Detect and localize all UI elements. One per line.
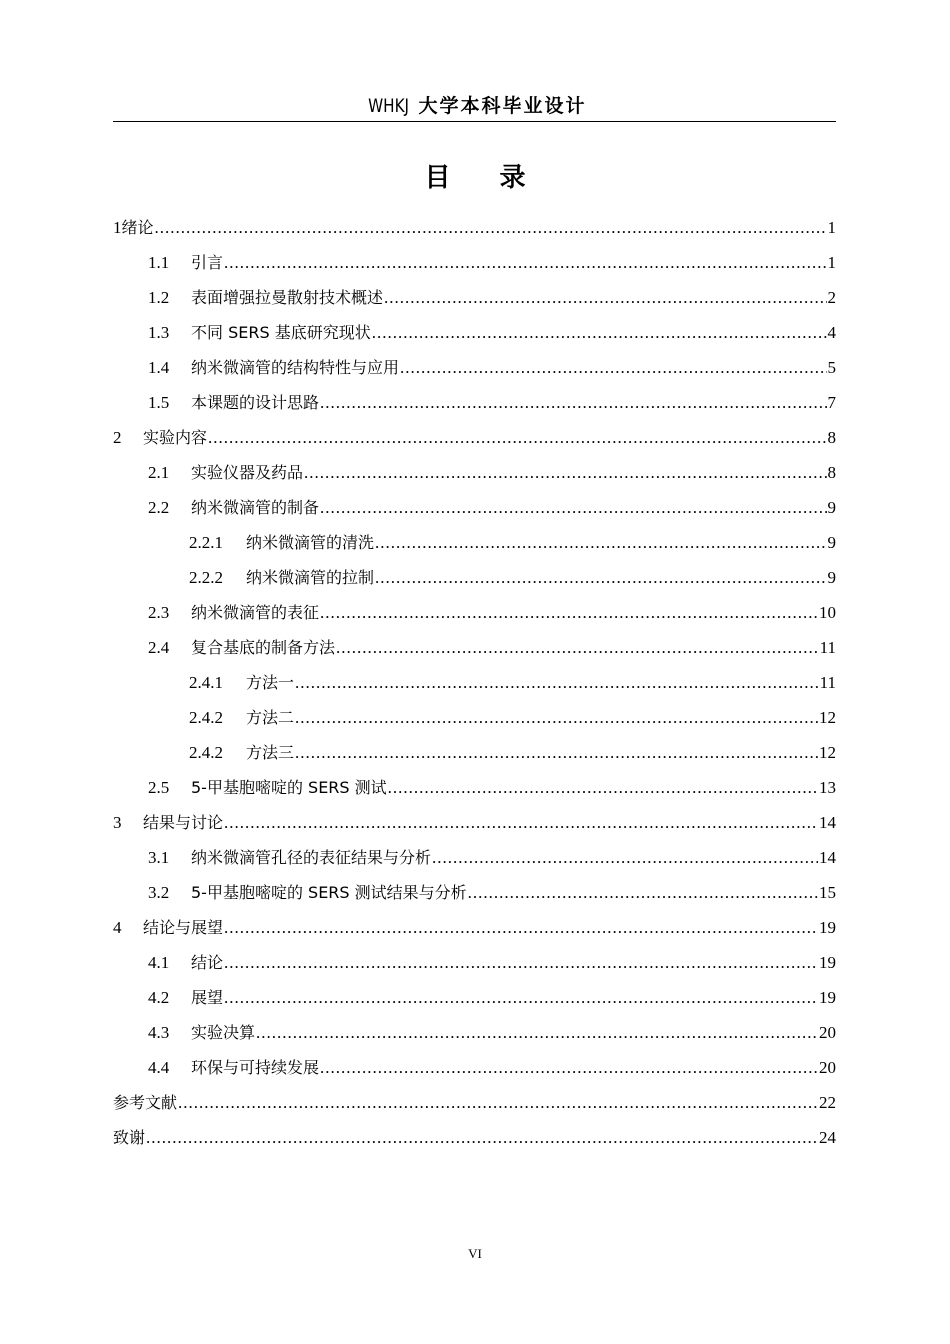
toc-entry-page: 10	[819, 603, 836, 622]
dot-leader	[224, 980, 818, 1015]
toc-entry[interactable]	[113, 1015, 836, 1050]
toc-entry-title: 实验决算	[191, 1023, 256, 1042]
dot-leader	[400, 350, 826, 385]
dot-leader	[208, 420, 826, 455]
page-header	[113, 92, 836, 122]
toc-entry-title: 纳米微滴管的结构特性与应用	[191, 358, 400, 377]
dot-leader	[146, 1120, 818, 1155]
toc-entry-title: 纳米微滴管的拉制	[246, 568, 375, 587]
toc-entry-title: 5-甲基胞嘧啶的 SERS 测试	[191, 778, 387, 797]
toc-entry-title: 方法一	[246, 673, 295, 692]
toc-entry-title: 致谢	[113, 1128, 146, 1147]
toc-entry-title: 绪论	[121, 218, 154, 237]
toc-entry-page: 19	[819, 988, 836, 1007]
toc-entry-number: 2.2.2	[189, 568, 223, 587]
toc-entry-title: 纳米微滴管的表征	[191, 603, 320, 622]
toc-entry-page: 8	[827, 428, 836, 447]
toc-entry[interactable]	[113, 455, 836, 490]
toc-entry-number: 1.3	[148, 323, 170, 342]
toc-entry-page: 1	[827, 218, 836, 237]
toc-entry-number: 4.1	[148, 953, 170, 972]
toc-entry-number: 1.2	[148, 288, 170, 307]
toc-entry-page: 13	[819, 778, 836, 797]
dot-leader	[224, 910, 818, 945]
dot-leader	[384, 280, 826, 315]
toc-entry-page: 9	[827, 568, 836, 587]
toc-entry-page: 4	[827, 323, 836, 342]
dot-leader	[304, 455, 826, 490]
toc-entry-title: 展望	[191, 988, 224, 1007]
header-title: 大学本科毕业设计	[418, 95, 587, 117]
toc-entry-number: 1.5	[148, 393, 170, 412]
toc-entry[interactable]	[113, 910, 836, 945]
dot-leader	[295, 700, 818, 735]
toc-entry-page: 11	[819, 673, 836, 692]
dot-leader	[155, 210, 827, 245]
toc-entry-number: 2	[113, 428, 122, 447]
toc-entry-title: 结论	[191, 953, 224, 972]
dot-leader	[224, 805, 818, 840]
toc-entry[interactable]	[113, 525, 836, 560]
toc-entry[interactable]	[113, 385, 836, 420]
toc-entry[interactable]	[113, 665, 836, 700]
toc-entry-page: 9	[827, 533, 836, 552]
dot-leader	[320, 490, 826, 525]
dot-leader	[468, 875, 818, 910]
dot-leader	[178, 1085, 818, 1120]
toc-entry-title: 引言	[191, 253, 224, 272]
toc-entry[interactable]	[113, 210, 836, 245]
page-number: VI	[468, 1246, 482, 1261]
toc-entry[interactable]	[113, 630, 836, 665]
toc-entry-number: 3.2	[148, 883, 170, 902]
dot-leader	[320, 595, 818, 630]
toc-entry-page: 14	[819, 813, 836, 832]
toc-entry-title: 结果与讨论	[143, 813, 224, 832]
toc-entry-title: 方法二	[246, 708, 295, 727]
toc-entry-number: 4.2	[148, 988, 170, 1007]
toc-entry-number: 2.4.2	[189, 708, 223, 727]
toc-entry[interactable]	[113, 595, 836, 630]
toc-entry[interactable]	[113, 980, 836, 1015]
toc-entry[interactable]	[113, 770, 836, 805]
toc-entry-page: 9	[827, 498, 836, 517]
toc-entry[interactable]	[113, 735, 836, 770]
toc-entry-page: 19	[819, 918, 836, 937]
toc-entry[interactable]	[113, 350, 836, 385]
toc-entry-title: 表面增强拉曼散射技术概述	[191, 288, 384, 307]
toc-entry-page: 24	[819, 1128, 836, 1147]
toc-entry-page: 12	[819, 708, 836, 727]
toc-entry-number: 2.1	[148, 463, 170, 482]
toc-entry-page: 11	[819, 638, 836, 657]
toc-entry-page: 20	[819, 1058, 836, 1077]
toc-entry-title: 纳米微滴管的制备	[191, 498, 320, 517]
toc-entry-number: 2.4	[148, 638, 170, 657]
toc-title: 目 录	[424, 163, 546, 193]
toc-entry-title: 参考文献	[113, 1093, 178, 1112]
toc-entry[interactable]	[113, 245, 836, 280]
toc-entry-number: 4	[113, 918, 122, 937]
toc-entry-page: 15	[819, 883, 836, 902]
dot-leader	[224, 245, 826, 280]
toc-entry[interactable]	[113, 1120, 836, 1155]
toc-entry-number: 3.1	[148, 848, 170, 867]
toc-entry-title: 环保与可持续发展	[191, 1058, 320, 1077]
toc-entry[interactable]	[113, 805, 836, 840]
dot-leader	[224, 945, 818, 980]
toc-entry-page: 20	[819, 1023, 836, 1042]
dot-leader	[320, 1050, 818, 1085]
dot-leader	[256, 1015, 818, 1050]
toc-entry[interactable]	[113, 1085, 836, 1120]
toc-entry[interactable]	[113, 1050, 836, 1085]
toc-entry[interactable]	[113, 490, 836, 525]
toc-entry-page: 14	[819, 848, 836, 867]
toc-entry-title: 5-甲基胞嘧啶的 SERS 测试结果与分析	[191, 883, 467, 902]
dot-leader	[336, 630, 819, 665]
toc-entry-number: 2.4.2	[189, 743, 223, 762]
toc-entry[interactable]	[113, 840, 836, 875]
toc-entry[interactable]	[113, 945, 836, 980]
dot-leader	[375, 560, 826, 595]
dot-leader	[295, 665, 819, 700]
toc-entry[interactable]	[113, 420, 836, 455]
toc-entry[interactable]	[113, 875, 836, 910]
toc-entry-title: 本课题的设计思路	[191, 393, 320, 412]
toc-entry-page: 19	[819, 953, 836, 972]
toc-entry-number: 4.3	[148, 1023, 170, 1042]
toc-entry-title: 纳米微滴管孔径的表征结果与分析	[191, 848, 432, 867]
toc-entry-page: 1	[827, 253, 836, 272]
toc-entry-title: 纳米微滴管的清洗	[246, 533, 375, 552]
toc-entry-page: 7	[827, 393, 836, 412]
toc-entry-title: 复合基底的制备方法	[191, 638, 336, 657]
toc-entry[interactable]	[113, 700, 836, 735]
dot-leader	[375, 525, 826, 560]
toc-entry-title: 方法三	[246, 743, 295, 762]
toc-entry-title: 实验仪器及药品	[191, 463, 304, 482]
toc-entry-number: 1	[113, 218, 122, 237]
dot-leader	[372, 315, 827, 350]
toc-entry-number: 2.2.1	[189, 533, 223, 552]
toc-entry[interactable]	[113, 280, 836, 315]
toc-entry-title: 结论与展望	[143, 918, 224, 937]
table-of-contents	[113, 210, 836, 1155]
toc-entry-title: 实验内容	[143, 428, 208, 447]
dot-leader	[432, 840, 818, 875]
toc-entry-number: 1.1	[148, 253, 170, 272]
toc-entry-page: 22	[819, 1093, 836, 1112]
dot-leader	[295, 735, 818, 770]
toc-entry-number: 1.4	[148, 358, 170, 377]
toc-entry[interactable]	[113, 315, 836, 350]
dot-leader	[320, 385, 826, 420]
toc-entry-number: 2.4.1	[189, 673, 223, 692]
toc-entry-number: 3	[113, 813, 122, 832]
toc-entry[interactable]	[113, 560, 836, 595]
toc-entry-number: 2.2	[148, 498, 170, 517]
toc-entry-number: 2.5	[148, 778, 170, 797]
toc-entry-title: 不同 SERS 基底研究现状	[191, 323, 371, 342]
toc-entry-number: 2.3	[148, 603, 170, 622]
toc-entry-page: 5	[827, 358, 836, 377]
toc-entry-page: 12	[819, 743, 836, 762]
toc-entry-page: 8	[827, 463, 836, 482]
header-org: WHKJ	[367, 95, 409, 117]
dot-leader	[388, 770, 818, 805]
toc-entry-number: 4.4	[148, 1058, 170, 1077]
toc-entry-page: 2	[827, 288, 836, 307]
